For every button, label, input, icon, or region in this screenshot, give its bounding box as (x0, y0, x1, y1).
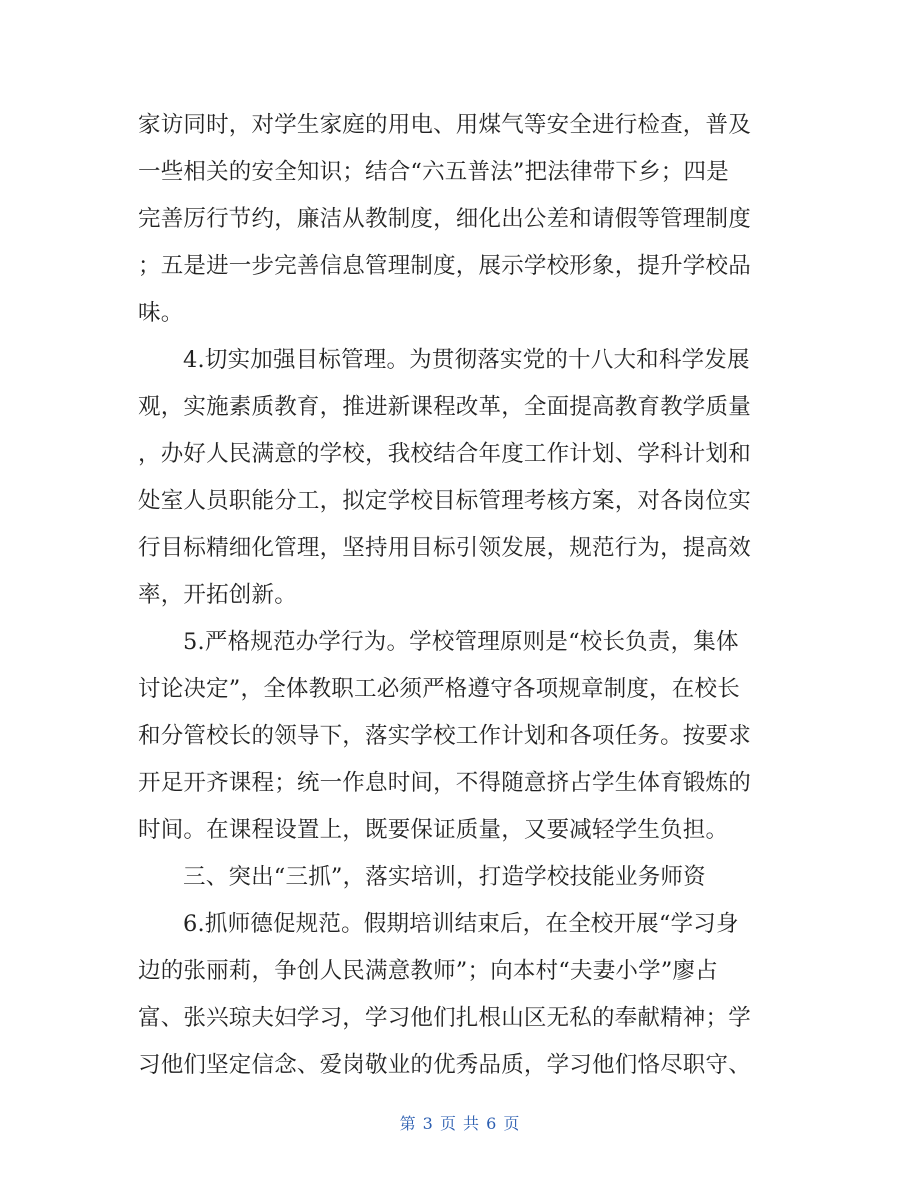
body-line-13: 讨论决定”，全体教职工必须严格遵守各项规章制度，在校长 (138, 676, 740, 702)
body-line-7: 观，实施素质教育，推进新课程改革，全面提高教育教学质量 (138, 394, 751, 420)
body-line-10: 行目标精细化管理，坚持用目标引领发展，规范行为，提高效 (138, 535, 751, 561)
body-line-9: 处室人员职能分工，拟定学校目标管理考核方案，对各岗位实 (138, 488, 751, 514)
body-line-5: 味。 (138, 300, 184, 326)
body-line-3: 完善厉行节约，廉洁从教制度，细化出公差和请假等管理制度 (138, 206, 751, 232)
body-line-16: 时间。在课程设置上，既要保证质量，又要减轻学生负担。 (138, 817, 729, 843)
paragraph-5-heading-line: 5.严格规范办学行为。学校管理原则是“校长负责，集体 (183, 629, 739, 655)
body-line-21: 习他们坚定信念、爱岗敬业的优秀品质，学习他们恪尽职守、 (138, 1052, 751, 1078)
section-three-heading: 三、突出“三抓”，落实培训，打造学校技能业务师资 (183, 864, 706, 890)
paragraph-6-heading-line: 6.抓师德促规范。假期培训结束后，在全校开展“学习身 (183, 911, 739, 937)
page-number-footer: 第 3 页 共 6 页 (399, 1114, 521, 1133)
body-line-20: 富、张兴琼夫妇学习，学习他们扎根山区无私的奉献精神；学 (138, 1005, 751, 1031)
body-line-14: 和分管校长的领导下，落实学校工作计划和各项任务。按要求 (138, 723, 751, 749)
body-line-4: ；五是进一步完善信息管理制度，展示学校形象，提升学校品 (138, 253, 751, 279)
body-line-11: 率，开拓创新。 (138, 582, 297, 608)
body-line-19: 边的张丽莉，争创人民满意教师”；向本村“夫妻小学”廖占 (138, 958, 718, 984)
body-line-1: 家访同时，对学生家庭的用电、用煤气等安全进行检查，普及 (138, 112, 751, 138)
body-line-2: 一些相关的安全知识；结合“六五普法”把法律带下乡；四是 (138, 159, 729, 185)
body-line-8: ，办好人民满意的学校，我校结合年度工作计划、学科计划和 (138, 441, 751, 467)
paragraph-4-heading-line: 4.切实加强目标管理。为贯彻落实党的十八大和科学发展 (183, 347, 750, 373)
document-body (138, 102, 793, 1089)
body-line-15: 开足开齐课程；统一作息时间，不得随意挤占学生体育锻炼的 (138, 770, 751, 796)
